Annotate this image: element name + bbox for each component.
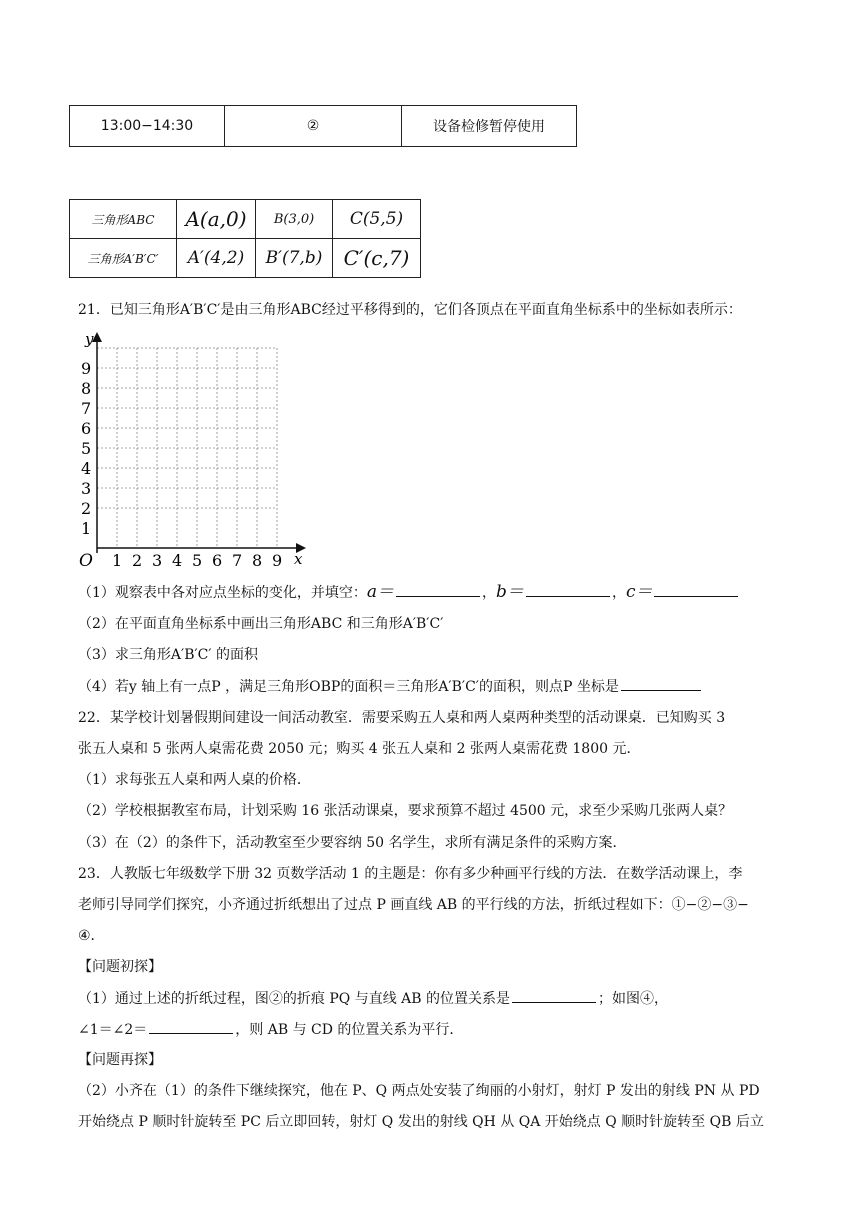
q22-line-3: （1）求每张五人桌和两人桌的价格． (78, 772, 311, 788)
answer-blank-angle[interactable] (149, 1019, 233, 1034)
x-axis-label: x (294, 550, 303, 568)
y-tick-label: 1 (81, 519, 92, 538)
q23-line-4-text: （1）通过上述的折纸过程，图②的折痕 PQ 与直线 AB 的位置关系是 (78, 991, 511, 1007)
q22-line-5: （3）在（2）的条件下，活动教室至少要容纳 50 名学生，求所有满足条件的采购方案． (78, 835, 627, 851)
table-row (70, 239, 421, 278)
q23-line-4 (78, 988, 668, 1009)
x-tick-label: 9 (272, 551, 283, 570)
grid-lines (97, 348, 277, 548)
coordinate-table (69, 199, 421, 278)
q21-part3: （3）求三角形A′B′C′ 的面积 (78, 647, 259, 663)
q23-line-5 (78, 1019, 463, 1040)
q21-part1 (78, 582, 740, 603)
row-label-a-prime: 三角形A′B′C′ (70, 239, 177, 278)
table-row (70, 106, 577, 147)
x-tick-label: 8 (252, 551, 263, 570)
answer-blank-c[interactable] (654, 582, 738, 597)
coordinate-grid (72, 328, 312, 574)
q21-part1-prefix: （1）观察表中各对应点坐标的变化，并填空： (78, 585, 367, 601)
separator: ， (482, 585, 497, 601)
c-label: c＝ (625, 582, 653, 602)
q23-heading-2: 【问题再探】 (78, 1052, 162, 1068)
y-axis-arrow (92, 332, 102, 342)
q23-heading-1: 【问题初探】 (78, 959, 162, 975)
q22-line-2: 张五人桌和 5 张两人桌需花费 2050 元；购买 4 张五人桌和 2 张两人桌需花费 1800 元． (78, 741, 641, 757)
x-tick-label: 1 (112, 551, 123, 570)
y-tick-label: 2 (81, 499, 92, 518)
a-label: a＝ (366, 582, 395, 602)
x-tick-label: 4 (172, 551, 183, 570)
y-tick-label: 6 (81, 419, 92, 438)
q21-part2: （2）在平面直角坐标系中画出三角形ABC 和三角形A′B′C′ (78, 616, 444, 632)
row-label-abc: 三角形ABC (70, 200, 177, 239)
q23-line-1: 23．人教版七年级数学下册 32 页数学活动 1 的主题是：你有多少种画平行线的方法．在数学活动课上，李 (78, 866, 743, 882)
q23-line-4-tail: ；如图④， (598, 991, 669, 1007)
y-axis-label: y (85, 330, 94, 348)
q23-line-2: 老师引导同学们探究，小齐通过折纸想出了过点 P 画直线 AB 的平行线的方法，折纸过程如下：①−②−③− (78, 897, 749, 913)
cell-b: B(3,0) (256, 200, 333, 239)
x-tick-label: 3 (152, 551, 163, 570)
q23-line-3: ④． (78, 928, 105, 944)
y-tick-label: 9 (81, 359, 92, 378)
q23-line-7: 开始绕点 P 顺时针旋转至 PC 后立即回转，射灯 Q 发出的射线 QH 从 QA 开始绕点 Q 顺时针旋转至 QB 后立 (78, 1114, 764, 1130)
y-tick-labels (81, 359, 91, 538)
x-tick-label: 6 (212, 551, 223, 570)
q22-line-4: （2）学校根据教室布局，计划采购 16 张活动课桌，要求预算不超过 4500 元，求至少采购几张两人桌？ (78, 803, 733, 819)
cell-c-prime: C′(c,7) (333, 239, 421, 278)
schedule-table (69, 105, 577, 147)
answer-blank-a[interactable] (396, 582, 480, 597)
answer-blank-p[interactable] (621, 676, 701, 691)
y-tick-label: 4 (81, 459, 92, 478)
q21-part4-text: （4）若y 轴上有一点P ，满足三角形OBP的面积＝三角形A′B′C′的面积，则点P 坐标是 (78, 679, 619, 695)
q23-line-6: （2）小齐在（1）的条件下继续探究，他在 P、Q 两点处安装了绚丽的小射灯，射灯 P 发出的射线 PN 从 PD (78, 1083, 760, 1099)
q21-stem: 21．已知三角形A′B′C′是由三角形ABC经过平移得到的，它们各顶点在平面直角坐标系中的坐标如表所示： (78, 302, 742, 318)
answer-blank-b[interactable] (526, 582, 610, 597)
y-tick-label: 8 (81, 379, 92, 398)
x-tick-label: 2 (132, 551, 143, 570)
x-tick-label: 5 (192, 551, 203, 570)
cell-a: A(a,0) (177, 200, 256, 239)
table-row (70, 200, 421, 239)
y-tick-label: 5 (81, 439, 92, 458)
x-tick-labels (112, 551, 282, 570)
origin-label: O (79, 551, 93, 571)
q23-line-5-tail: ，则 AB 与 CD 的位置关系为平行． (235, 1022, 464, 1038)
angle-equation: ∠1＝∠2＝ (78, 1022, 148, 1038)
q21-part4 (78, 676, 703, 697)
schedule-time: 13:00−14:30 (70, 106, 225, 147)
q22-line-1: 22．某学校计划暑假期间建设一间活动教室．需要采购五人桌和两人桌两种类型的活动课桌．已知购买 3 (78, 710, 726, 726)
x-tick-label: 7 (232, 551, 243, 570)
separator: ， (611, 585, 626, 601)
answer-blank-relation[interactable] (512, 988, 596, 1003)
cell-a-prime: A′(4,2) (177, 239, 256, 278)
y-tick-label: 7 (81, 399, 92, 418)
schedule-note: 设备检修暂停使用 (402, 106, 577, 147)
schedule-mark: ② (225, 106, 402, 147)
y-tick-label: 3 (81, 479, 92, 498)
b-label: b＝ (496, 582, 524, 602)
cell-c: C(5,5) (333, 200, 421, 239)
cell-b-prime: B′(7,b) (256, 239, 333, 278)
